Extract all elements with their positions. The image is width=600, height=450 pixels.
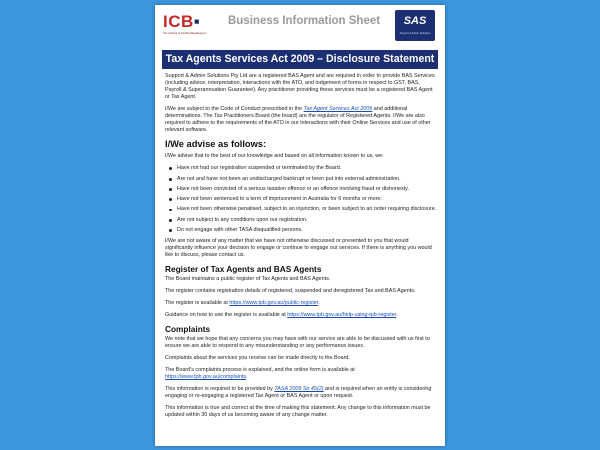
advise-lead: I/We advise that to the best of our knowledge and based on all information known to us, we: [165,153,384,160]
document-page [155,5,445,446]
register-paragraph-1: The Board maintains a public register of Tax Agents and BAS Agents. [165,276,331,283]
document-body [165,73,437,424]
complaints-text-b: . [246,374,248,381]
register-help-link[interactable]: https://www.tpb.gov.au/help-using-tpb-register [287,311,397,318]
register-paragraph-3 [165,300,437,307]
intro-text-b: and additional determinations. The Tax Practitioners Board (the board) are the regulator of Registered Agents. I/We are also required to adhere to the requirements of the ATO in our interactions with their Online Services and use of other relevant software. [165,106,431,134]
public-register-link[interactable]: https://www.tpb.gov.au/public-register [229,299,319,306]
intro-text-a: I/We are subject to the Code of Conduct prescribed in the [165,106,304,113]
complaints-paragraph-4 [165,386,437,400]
register-heading: Register of Tax Agents and BAS Agents [165,263,322,274]
partner-logo-mark: SAS [403,15,427,27]
complaints-paragraph-1: We note that we hope that any concerns you may have with our service are able to be discussed with us first to ensure we are able to respond to any misunderstanding or any performance issues. [165,336,430,350]
complaints-paragraph-2: Complaints about the services you receive can be made directly to the Board. [165,355,350,362]
register-paragraph-4 [165,312,437,319]
list-item: Have not been otherwise penalised, subject to an injunction, or been subject to an order requiring disclosure. [177,206,437,213]
tasa-link[interactable]: Tax Agent Services Act 2009 [303,106,373,113]
list-item: Have not been sentenced to a term of imprisonment in Australia for 6 months or more. [177,196,437,203]
icb-logo-tagline: The Institute of Certified Bookkeepers [163,32,207,35]
sheet-title: Business Information Sheet [228,15,381,27]
page-header [155,5,445,45]
list-item: Have not been convicted of a serious taxation offence or an offence involving fraud or dishonesty. [177,186,437,193]
tasa-section-link[interactable]: TASA 2009 Sn 45(2) [274,386,324,393]
title-banner [162,50,438,69]
register-guidance-end: . [396,311,398,318]
complaints-text-a: The Board's complaints process is explained, and the online form is available at [165,367,355,374]
complaints-link[interactable]: https://www.tpb.gov.au/complaints [165,374,247,381]
intro-paragraph-1: Support & Admin Solutions Pty Ltd are a registered BAS Agent and are required in order to provide BAS Services (including advice, interpretation, interactions with the ATO, and lodgement of forms in respect to GST, BAS, Payroll & Superannuation Guarantee). Any practitioner providing these services must be a registered BAS Agent or Tax Agent. [165,73,435,101]
list-item: Are not and have not been an undischarged bankrupt or been put into external administration. [177,176,437,183]
complaints-heading: Complaints [165,323,211,334]
list-item: Do not engage with other TASA disqualified persons. [177,227,437,234]
partner-logo-subtitle: Support & Admin Solutions [399,32,431,35]
advise-heading: I/We advise as follows: [165,139,267,150]
complaints-legal-text-a: This information is required to be provided by [165,386,275,393]
banner-title: Tax Agents Services Act 2009 – Disclosure Statement [165,53,435,65]
icb-logo: ICB▪ [163,12,201,31]
register-paragraph-2: The register contains registration details of registered, suspended and deregistered Tax and BAS Agents. [165,288,416,295]
advise-closing: I/We are not aware of any matter that we have not otherwise discussed or presented to you that would significantly influence your decision to engage or continue to engage our services. If there is anything you would like to discuss, please contact us. [165,237,432,258]
register-text-b: . [318,299,320,306]
advise-list [165,165,437,234]
partner-logo [395,10,435,41]
intro-paragraph-2 [165,106,437,134]
complaints-paragraph-3 [165,367,437,381]
complaints-paragraph-5: This information is true and correct at the time of making this statement. Any change to this information must be updated within 30 days of us becoming aware of any change matter. [165,405,431,419]
register-guidance-text: Guidance on how to use the register is available at [165,311,288,318]
complaints-legal-text-b: and is required when an entity is considering engaging or re-engaging a registered Tax Agent or BAS Agent or upon request. [165,386,432,400]
register-text-a: The register is available at [165,299,230,306]
list-item: Are not subject to any conditions upon our registration. [177,217,437,224]
list-item: Have not had our registration suspended or terminated by the Board. [177,165,437,172]
